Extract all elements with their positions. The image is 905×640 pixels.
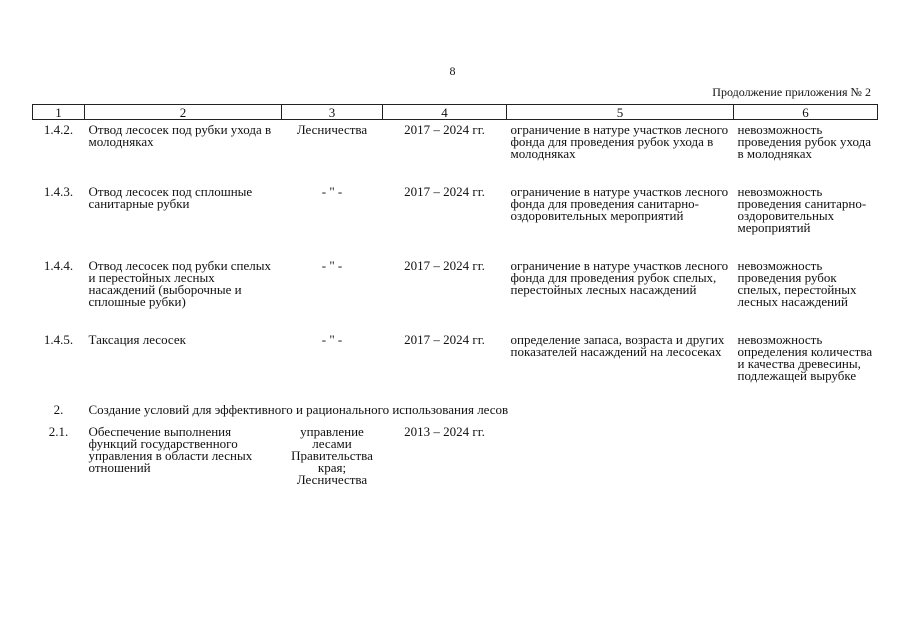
row-period: 2017 – 2024 гг. [404, 258, 485, 273]
continuation-label: Продолжение приложения № 2 [712, 85, 871, 99]
row-period: 2013 – 2024 гг. [404, 424, 485, 439]
row-executor: - " - [321, 332, 343, 347]
row-title: Отвод лесосек под рубки спелых и перестойных лесных насаждений (выборочные и сплошные рубки) [88, 258, 272, 309]
row-title: Отвод лесосек под сплошные санитарные рубки [88, 184, 253, 211]
row-result [507, 422, 734, 496]
row-title: Отвод лесосек под рубки ухода в молодняках [88, 122, 272, 149]
section-number: 2. [53, 402, 64, 417]
row-period: 2017 – 2024 гг. [404, 332, 485, 347]
row-consequence: невозможность определения количества и качества древесины, подлежащей вырубке [737, 332, 873, 383]
section-title: Создание условий для эффективного и рационального использования лесов [88, 402, 509, 417]
row-title: Обеспечение выполнения функций государственного управления в области лесных отношений [88, 424, 253, 475]
row-executor: Лесничества [296, 122, 368, 137]
row-consequence: невозможность проведения санитарно-оздоровительных мероприятий [737, 184, 867, 235]
row-executor: управление лесами Правительства края; Лесничества [291, 424, 373, 487]
table-row [33, 422, 878, 496]
row-period: 2017 – 2024 гг. [404, 184, 485, 199]
plan-table [32, 104, 878, 496]
row-result: ограничение в натуре участков лесного фонда для проведения санитарно-оздоровительных мероприятий [510, 184, 729, 223]
header-row [33, 105, 878, 120]
column-header-5: 5 [507, 105, 734, 120]
row-number: 2.1. [48, 424, 69, 439]
column-header-6: 6 [734, 105, 878, 120]
row-title: Таксация лесосек [88, 332, 186, 347]
column-header-3: 3 [282, 105, 383, 120]
table-row [33, 256, 878, 330]
row-result: определение запаса, возраста и других показателей насаждений на лесосеках [510, 332, 725, 359]
column-header-4: 4 [383, 105, 507, 120]
row-result: ограничение в натуре участков лесного фонда для проведения рубок спелых, перестойных лесных насаждений [510, 258, 729, 297]
table-row [33, 120, 878, 183]
table-row [33, 182, 878, 256]
row-period: 2017 – 2024 гг. [404, 122, 485, 137]
row-consequence: невозможность проведения рубок ухода в молодняках [737, 122, 871, 161]
row-number: 1.4.4. [43, 258, 74, 273]
row-executor: - " - [321, 258, 343, 273]
section-row [33, 400, 878, 422]
page-number: 8 [449, 64, 456, 78]
row-number: 1.4.2. [43, 122, 74, 137]
row-executor: - " - [321, 184, 343, 199]
row-consequence: невозможность проведения рубок спелых, перестойных лесных насаждений [737, 258, 857, 309]
row-number: 1.4.5. [43, 332, 74, 347]
row-number: 1.4.3. [43, 184, 74, 199]
column-header-2: 2 [85, 105, 282, 120]
table-row [33, 330, 878, 400]
row-result: ограничение в натуре участков лесного фонда для проведения рубок ухода в молодняках [510, 122, 729, 161]
row-consequence [734, 422, 878, 496]
column-header-1: 1 [33, 105, 85, 120]
